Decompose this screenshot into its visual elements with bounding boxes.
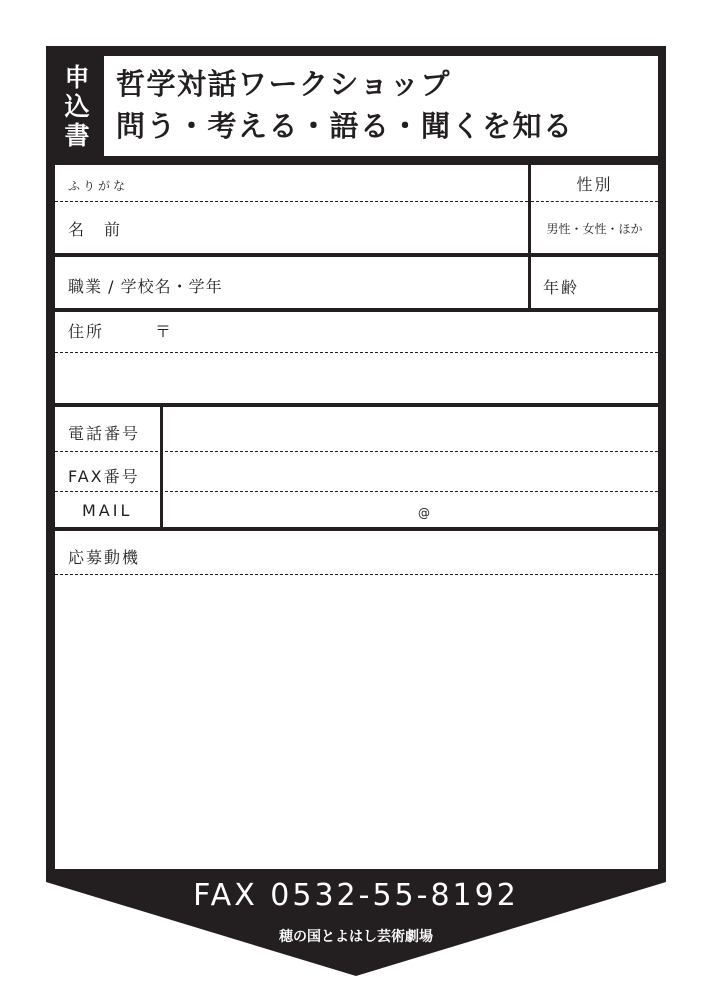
title-line-1: 哲学対話ワークショップ <box>116 67 451 101</box>
venue-name: 穂の国とよはし芸術劇場 <box>279 929 433 945</box>
address-dash <box>55 352 658 353</box>
occupation-label: 職業 / 学校名・学年 <box>68 277 223 296</box>
phone-dash <box>55 451 658 452</box>
motivation-dash <box>55 574 658 575</box>
stamp-char-1: 申 <box>64 62 90 92</box>
occupation-age-divider <box>528 257 531 308</box>
motivation-label: 応募動機 <box>68 548 141 567</box>
application-stamp <box>54 56 100 156</box>
motivation-section <box>55 531 658 869</box>
gender-options: 男性・女性・ほか <box>546 222 643 236</box>
contact-divider <box>160 407 163 527</box>
mail-label: MAIL <box>82 501 133 520</box>
title-line-2: 問う・考える・語る・聞くを知る <box>116 109 574 143</box>
at-mark: @ <box>418 506 430 520</box>
gender-label: 性別 <box>576 175 613 194</box>
stamp-char-3: 書 <box>64 120 90 150</box>
fax-number: FAX 0532-55-8192 <box>193 878 519 913</box>
name-label: 名 前 <box>68 220 123 239</box>
gender-dash <box>531 201 658 202</box>
address-label: 住所 <box>68 322 105 341</box>
age-label: 年齢 <box>543 278 580 297</box>
stamp-char-2: 込 <box>64 91 90 121</box>
postal-mark: 〒 <box>155 322 172 341</box>
address-section <box>55 312 658 403</box>
contact-section <box>55 407 658 527</box>
furigana-label: ふりがな <box>68 179 129 193</box>
phone-label: 電話番号 <box>68 424 141 443</box>
furigana-dash <box>55 201 528 202</box>
fax-label: FAX番号 <box>68 467 140 486</box>
fax-dash <box>55 491 658 492</box>
